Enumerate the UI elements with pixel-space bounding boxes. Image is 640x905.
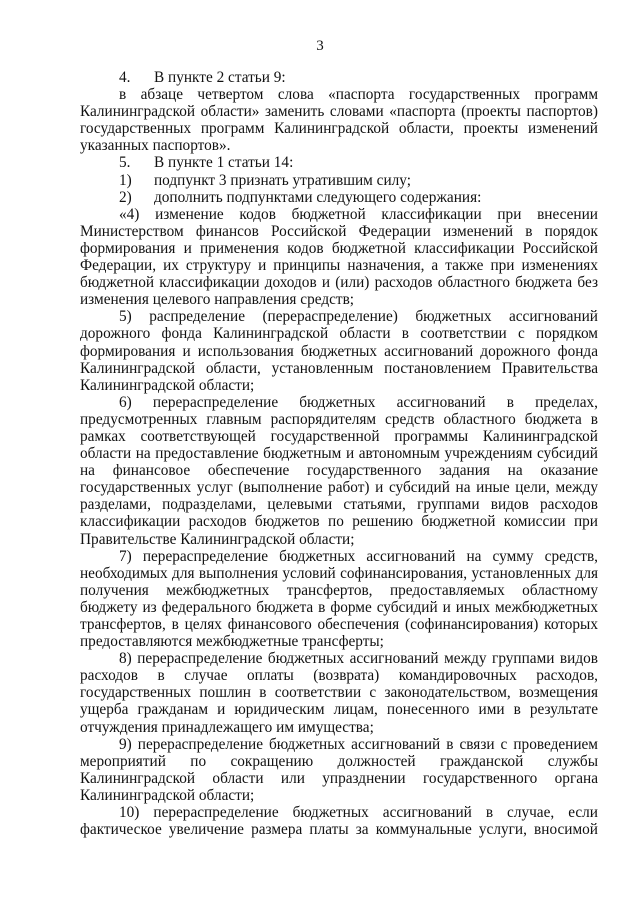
subpoint-10: 10) перераспределение бюджетных ассигнований в случае, если фактическое увеличение размера платы за коммунальные услуги, вносимой: [80, 804, 598, 839]
item-number: 4.: [119, 69, 131, 86]
item-heading-text: В пункте 1 статьи 14:: [154, 154, 294, 172]
item-4-text: в абзаце четвертом слова «паспорта государственных программ Калининградской области» заменить словами «паспорта (проекты паспортов) государственных программ Калининградской области, проекты изменений указанных паспортов».: [80, 86, 598, 155]
subpoint-6: 6) перераспределение бюджетных ассигнований в пределах, предусмотренных главным распорядителям средств областного бюджета в рамках соответствующей государственной программы Калининградской области на предоставление бюджетным и автономным учреждениям субсидий на финансовое обеспечение государственного задания на оказание государственных услуг (выполнение работ) и субсидий на иные цели, между разделами, подразделами, целевыми статьями, группами видов расходов классификации расходов бюджетов по решению бюджетной комиссии при Правительстве Калининградской области;: [80, 393, 598, 548]
subitem-text: дополнить подпунктами следующего содержания:: [154, 188, 482, 206]
subpoint-5: 5) распределение (перераспределение) бюджетных ассигнований дорожного фонда Калининградской области в соответствии с порядком формирования и использования бюджетных ассигнований дорожного фонда Калининградской области, установленным постановлением Правительства Калининградской области;: [80, 308, 598, 394]
item-5-subitem-2: [80, 189, 598, 206]
subitem-text: подпункт 3 признать утратившим силу;: [154, 171, 411, 189]
item-5-heading: [80, 154, 598, 171]
document-body: [80, 69, 598, 838]
subpoint-4: «4) изменение кодов бюджетной классификации при внесении Министерством финансов Российской Федерации изменений в порядок формирования и применения кодов бюджетной классификации Российской Федерации, их структуру и принципы назначения, а также при изменениях бюджетной классификации доходов и (или) расходов областного бюджета без изменения целевого направления средств;: [80, 205, 598, 309]
page-number: 3: [316, 38, 324, 54]
subpoint-8: 8) перераспределение бюджетных ассигнований между группами видов расходов в случае оплаты (возврата) командировочных расходов, государственных пошлин в соответствии с законодательством, возмещения ущерба гражданам и юридическим лицам, понесенного ими в результате отчуждения принадлежащего им имущества;: [80, 650, 598, 736]
subpoint-9: 9) перераспределение бюджетных ассигнований в связи с проведением мероприятий по сокращению должностей гражданской службы Калининградской области или упразднении государственного органа Калининградской области;: [80, 735, 598, 804]
item-5-subitem-1: [80, 172, 598, 189]
item-heading-text: В пункте 2 статьи 9:: [154, 69, 286, 86]
item-number: 5.: [119, 154, 131, 172]
subpoint-7: 7) перераспределение бюджетных ассигнований на сумму средств, необходимых для выполнения условий софинансирования, установленных для получения межбюджетных трансфертов, предоставляемых областному бюджету из федерального бюджета в форме субсидий и иных межбюджетных трансфертов, в целях финансового обеспечения (софинансирования) которых предоставляются межбюджетные трансферты;: [80, 547, 598, 651]
subitem-number: 1): [119, 171, 132, 189]
subitem-number: 2): [119, 188, 132, 206]
item-4-heading: [80, 69, 598, 86]
